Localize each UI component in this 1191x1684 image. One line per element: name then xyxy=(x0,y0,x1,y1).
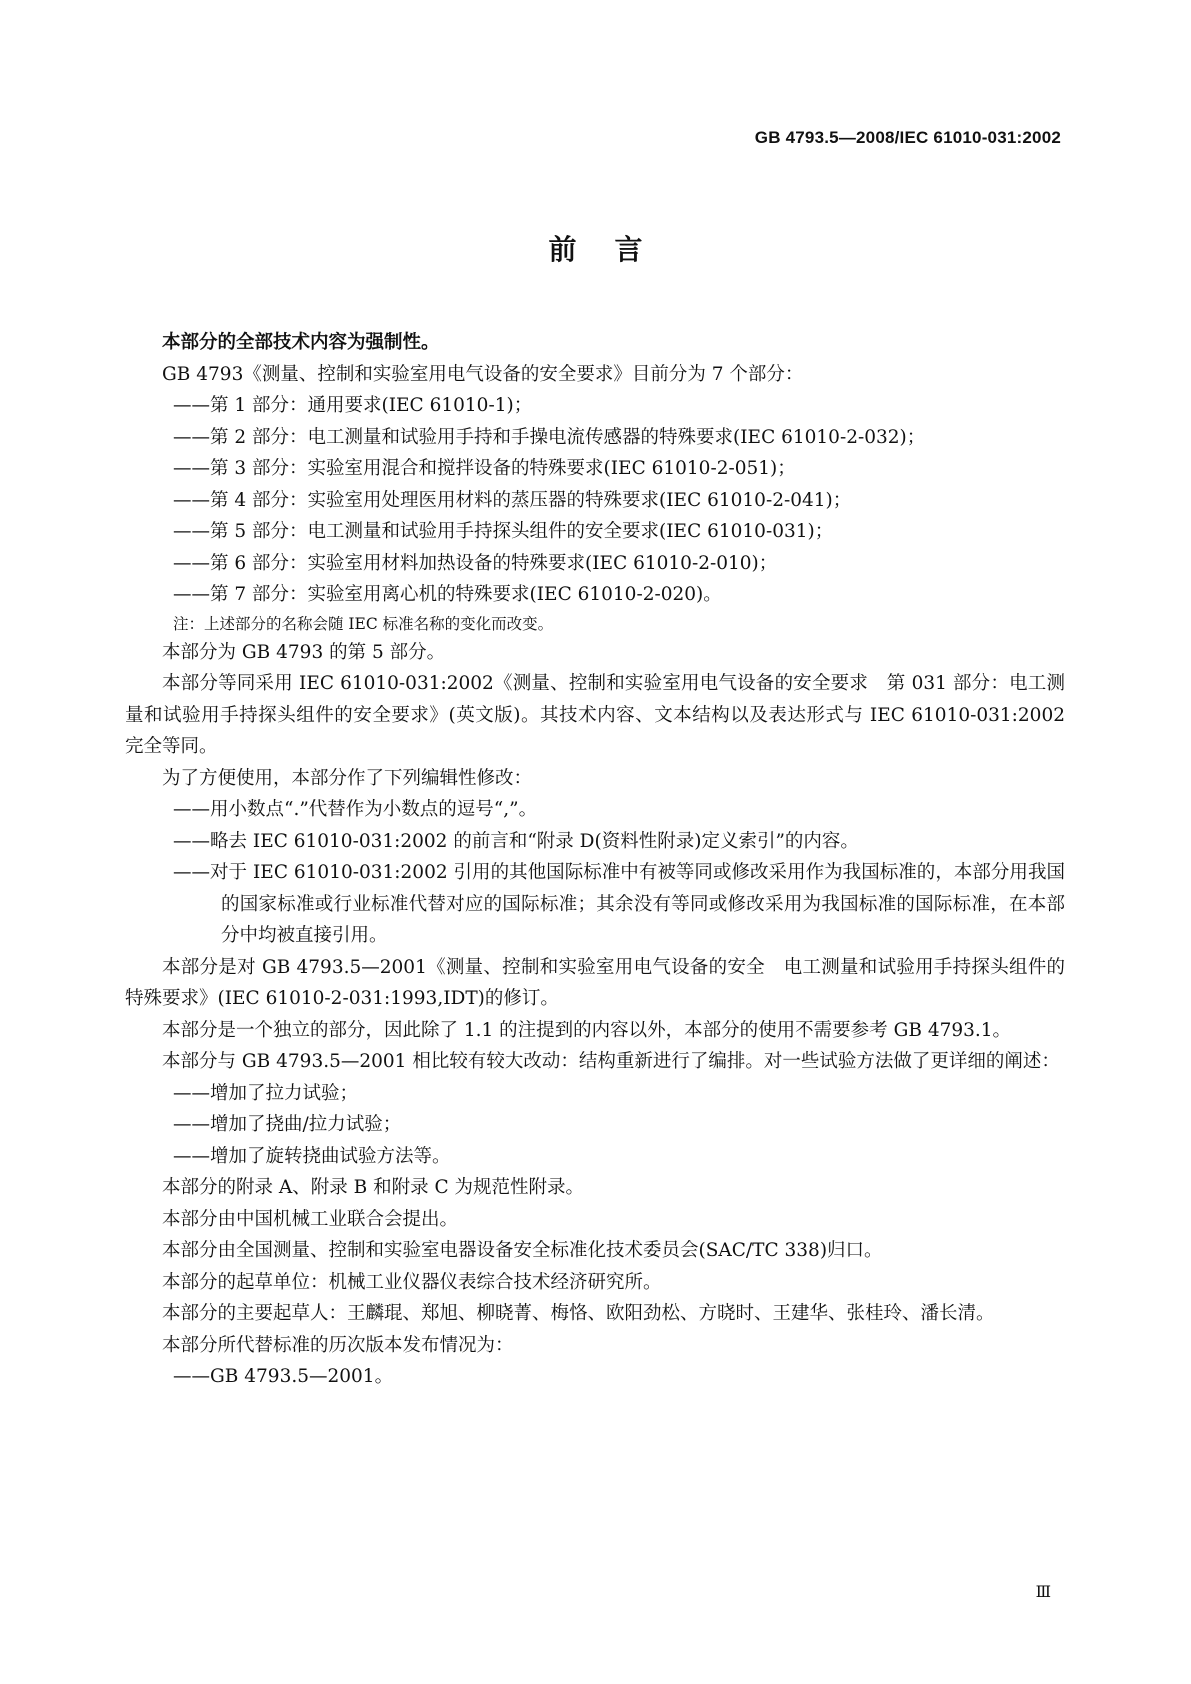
part-list-item: ——第 5 部分：电工测量和试验用手持探头组件的安全要求(IEC 61010-031)； xyxy=(173,521,834,542)
change-item: ——增加了旋转挠曲试验方法等。 xyxy=(173,1145,451,1167)
part-list-item: ——第 6 部分：实验室用材料加热设备的特殊要求(IEC 61010-2-010)； xyxy=(173,552,778,574)
annexes-paragraph: 本部分的附录 A、附录 B 和附录 C 为规范性附录。 xyxy=(162,1177,585,1198)
page-title: 前言 xyxy=(548,233,681,266)
history-item: ——GB 4793.5—2001。 xyxy=(173,1366,394,1387)
foreword-body xyxy=(125,327,1065,1393)
page-number: Ⅲ xyxy=(1035,1582,1051,1601)
change-item: ——增加了挠曲/拉力试验； xyxy=(173,1114,402,1135)
part-list-item: ——第 3 部分：实验室用混合和搅拌设备的特殊要求(IEC 61010-2-051)； xyxy=(173,458,796,479)
adoption-paragraph: 本部分等同采用 IEC 61010-031:2002《测量、控制和实验室用电气设备的安全要求 第 031 部分：电工测量和试验用手持探头组件的安全要求》(英文版)。其技术内容、文本结构以及表达形式与 IEC 61010-031:2002 完全等同。 xyxy=(125,673,1065,757)
proposed-by-paragraph: 本部分由中国机械工业联合会提出。 xyxy=(162,1208,459,1230)
editorial-item: ——略去 IEC 61010-031:2002 的前言和“附录 D(资料性附录)定义索引”的内容。 xyxy=(173,830,859,852)
part-list-item: ——第 4 部分：实验室用处理医用材料的蒸压器的特殊要求(IEC 61010-2-041)； xyxy=(173,489,852,511)
revision-paragraph: 本部分是对 GB 4793.5—2001《测量、控制和实验室用电气设备的安全 电工测量和试验用手持探头组件的特殊要求》(IEC 61010-2-031:1993,IDT)的修订。 xyxy=(125,956,1065,1009)
changes-intro: 本部分与 GB 4793.5—2001 相比较有较大改动：结构重新进行了编排。对一些试验方法做了更详细的阐述： xyxy=(162,1051,1060,1072)
independent-paragraph: 本部分是一个独立的部分，因此除了 1.1 的注提到的内容以外，本部分的使用不需要参考 GB 4793.1。 xyxy=(162,1019,1012,1041)
history-intro: 本部分所代替标准的历次版本发布情况为： xyxy=(162,1334,514,1356)
drafters-paragraph: 本部分的主要起草人：王麟琨、郑旭、柳晓菁、梅恪、欧阳劲松、方晓时、王建华、张桂玲、潘长清。 xyxy=(162,1303,995,1324)
part-list-item: ——第 2 部分：电工测量和试验用手持和手操电流传感器的特殊要求(IEC 61010-2-032)； xyxy=(173,426,926,448)
under-paragraph: 本部分由全国测量、控制和实验室电器设备安全标准化技术委员会(SAC/TC 338)归口。 xyxy=(162,1240,883,1261)
note: 注：上述部分的名称会随 IEC 标准名称的变化而改变。 xyxy=(173,614,554,633)
editorial-intro: 为了方便使用，本部分作了下列编辑性修改： xyxy=(162,767,533,789)
editorial-item: ——对于 IEC 61010-031:2002 引用的其他国际标准中有被等同或修改采用作为我国标准的，本部分用我国的国家标准或行业标准代替对应的国际标准；其余没有等同或修改采用为我国标准的国际标准，在本部分中均被直接引用。 xyxy=(173,862,1065,946)
change-item: ——增加了拉力试验； xyxy=(173,1082,359,1104)
part-list-item: ——第 1 部分：通用要求(IEC 61010-1)； xyxy=(173,395,533,416)
editorial-item: ——用小数点“.”代替作为小数点的逗号“,”。 xyxy=(173,799,538,820)
standard-code: GB 4793.5—2008/IEC 61010-031:2002 xyxy=(754,128,1061,147)
part-of-paragraph: 本部分为 GB 4793 的第 5 部分。 xyxy=(162,641,446,663)
series-intro: GB 4793《测量、控制和实验室用电气设备的安全要求》目前分为 7 个部分： xyxy=(162,363,804,385)
mandatory-statement: 本部分的全部技术内容为强制性。 xyxy=(162,332,440,353)
drafting-unit-paragraph: 本部分的起草单位：机械工业仪器仪表综合技术经济研究所。 xyxy=(162,1271,662,1293)
part-list-item: ——第 7 部分：实验室用离心机的特殊要求(IEC 61010-2-020)。 xyxy=(173,584,722,605)
